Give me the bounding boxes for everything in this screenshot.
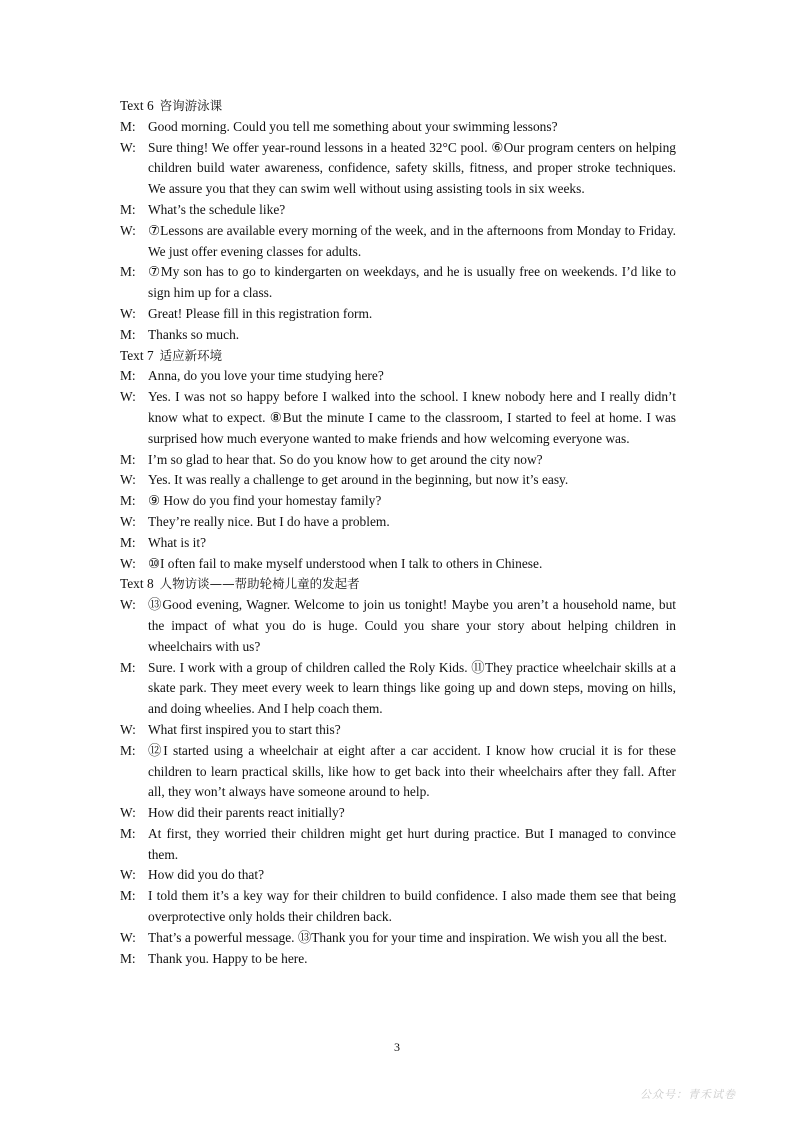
speaker-label: W: [120, 721, 136, 737]
dialogue-line [120, 533, 676, 554]
section-topic: 适应新环境 [159, 347, 223, 363]
speaker-label: M: [120, 326, 136, 342]
dialogue-text: Great! Please fill in this registration form. [148, 305, 373, 321]
dialogue-line [120, 865, 676, 886]
dialogue-text: How did their parents react initially? [148, 805, 345, 821]
dialogue-line [120, 803, 676, 824]
dialogue-line [120, 824, 676, 866]
speaker-label: M: [120, 534, 136, 550]
dialogue-text: What first inspired you to start this? [148, 721, 341, 737]
speaker-label: W: [120, 805, 136, 821]
watermark: 公众号：青禾试卷 [640, 1088, 736, 1101]
speaker-label: W: [120, 555, 136, 571]
speaker-label: M: [120, 264, 136, 280]
page-number: 3 [394, 1040, 400, 1054]
speaker-label: M: [120, 493, 136, 509]
speaker-label: W: [120, 222, 136, 238]
dialogue-text: What is it? [148, 534, 207, 550]
dialogue-text: ⑫I started using a wheelchair at eight after a car accident. I know how crucial it is for these children to learn practical skills, like how to get back into their wheelchairs after they fall. After all, they won’t always have someone around to help. [148, 742, 676, 800]
dialogue-line [120, 387, 676, 449]
dialogue-text: At first, they worried their children might get hurt during practice. But I managed to convince them. [148, 825, 676, 862]
speaker-label: W: [120, 513, 136, 529]
speaker-label: M: [120, 888, 136, 904]
dialogue-text: How did you do that? [148, 867, 265, 883]
dialogue-text: Sure thing! We offer year-round lessons in a heated 32°C pool. ⑥Our program centers on helping children build water awareness, confidence, safety skills, fitness, and proper stroke techniques. We assure you that they can swim well without using assisting tools in six weeks. [148, 139, 676, 197]
dialogue-text: Thank you. Happy to be here. [148, 950, 308, 966]
dialogue-line [120, 200, 676, 221]
dialogue-text: What’s the schedule like? [148, 201, 286, 217]
speaker-label: W: [120, 867, 136, 883]
dialogue-text: ⑨ How do you find your homestay family? [148, 493, 382, 509]
dialogue-text: Thanks so much. [148, 326, 240, 342]
transcript-section [120, 574, 676, 969]
dialogue-text: Anna, do you love your time studying here? [148, 368, 384, 384]
dialogue-text: They’re really nice. But I do have a problem. [148, 513, 390, 529]
section-title [120, 346, 676, 367]
transcript-section [120, 96, 676, 346]
dialogue-text: Good morning. Could you tell me something about your swimming lessons? [148, 118, 558, 134]
section-label: Text 7 [120, 347, 154, 363]
dialogue-line [120, 325, 676, 346]
speaker-label: M: [120, 201, 136, 217]
dialogue-text: I’m so glad to hear that. So do you know how to get around the city now? [148, 451, 543, 467]
dialogue-line [120, 949, 676, 970]
section-topic: 人物访谈——帮助轮椅儿童的发起者 [159, 576, 360, 592]
transcript-page [120, 96, 676, 969]
speaker-label: M: [120, 451, 136, 467]
dialogue-line [120, 554, 676, 575]
section-topic: 咨询游泳课 [159, 98, 223, 113]
dialogue-text: Yes. It was really a challenge to get around in the beginning, but now it’s easy. [148, 472, 569, 488]
speaker-label: M: [120, 825, 136, 841]
dialogue-text: I told them it’s a key way for their children to build confidence. I also made them see that being overprotective only holds their children back. [148, 888, 676, 925]
dialogue-line [120, 928, 676, 949]
speaker-label: W: [120, 305, 136, 321]
speaker-label: M: [120, 118, 136, 134]
dialogue-line [120, 262, 676, 304]
dialogue-line [120, 450, 676, 471]
speaker-label: W: [120, 929, 136, 945]
speaker-label: W: [120, 139, 136, 155]
dialogue-line [120, 741, 676, 803]
dialogue-line [120, 512, 676, 533]
transcript-section [120, 346, 676, 575]
dialogue-text: ⑩I often fail to make myself understood when I talk to others in Chinese. [148, 555, 543, 571]
speaker-label: W: [120, 597, 136, 613]
dialogue-line [120, 470, 676, 491]
section-label: Text 8 [120, 576, 154, 592]
dialogue-line [120, 658, 676, 720]
speaker-label: M: [120, 659, 136, 675]
speaker-label: M: [120, 742, 136, 758]
dialogue-line [120, 221, 676, 263]
dialogue-text: ⑦Lessons are available every morning of the week, and in the afternoons from Monday to Friday. We just offer evening classes for adults. [148, 222, 676, 259]
dialogue-line [120, 720, 676, 741]
section-title [120, 96, 676, 117]
dialogue-text: That’s a powerful message. ⑬Thank you for your time and inspiration. We wish you all the best. [148, 929, 667, 945]
dialogue-text: Sure. I work with a group of children called the Roly Kids. ⑪They practice wheelchair skills at a skate park. They meet every week to learn things like going up and down steps, moving on hills, and doing wheelies. And I help coach them. [148, 659, 676, 717]
dialogue-line [120, 595, 676, 657]
section-label: Text 6 [120, 98, 154, 113]
dialogue-text: ⑬Good evening, Wagner. Welcome to join us tonight! Maybe you aren’t a household name, but the impact of what you do is huge. Could you share your story about helping children in wheelchairs with us? [148, 597, 676, 654]
dialogue-line [120, 886, 676, 928]
speaker-label: W: [120, 389, 136, 405]
dialogue-line [120, 491, 676, 512]
speaker-label: W: [120, 472, 136, 488]
dialogue-line [120, 366, 676, 387]
dialogue-line [120, 138, 676, 200]
dialogue-line [120, 304, 676, 325]
section-title [120, 574, 676, 595]
dialogue-text: Yes. I was not so happy before I walked into the school. I knew nobody here and I really didn’t know what to expect. ⑧But the minute I came to the classroom, I started to feel at home. I was surprised how much everyone wanted to make friends and how welcoming everyone was. [148, 389, 676, 446]
dialogue-line [120, 117, 676, 138]
speaker-label: M: [120, 950, 136, 966]
speaker-label: M: [120, 368, 136, 384]
dialogue-text: ⑦My son has to go to kindergarten on weekdays, and he is usually free on weekends. I’d like to sign him up for a class. [148, 264, 676, 301]
